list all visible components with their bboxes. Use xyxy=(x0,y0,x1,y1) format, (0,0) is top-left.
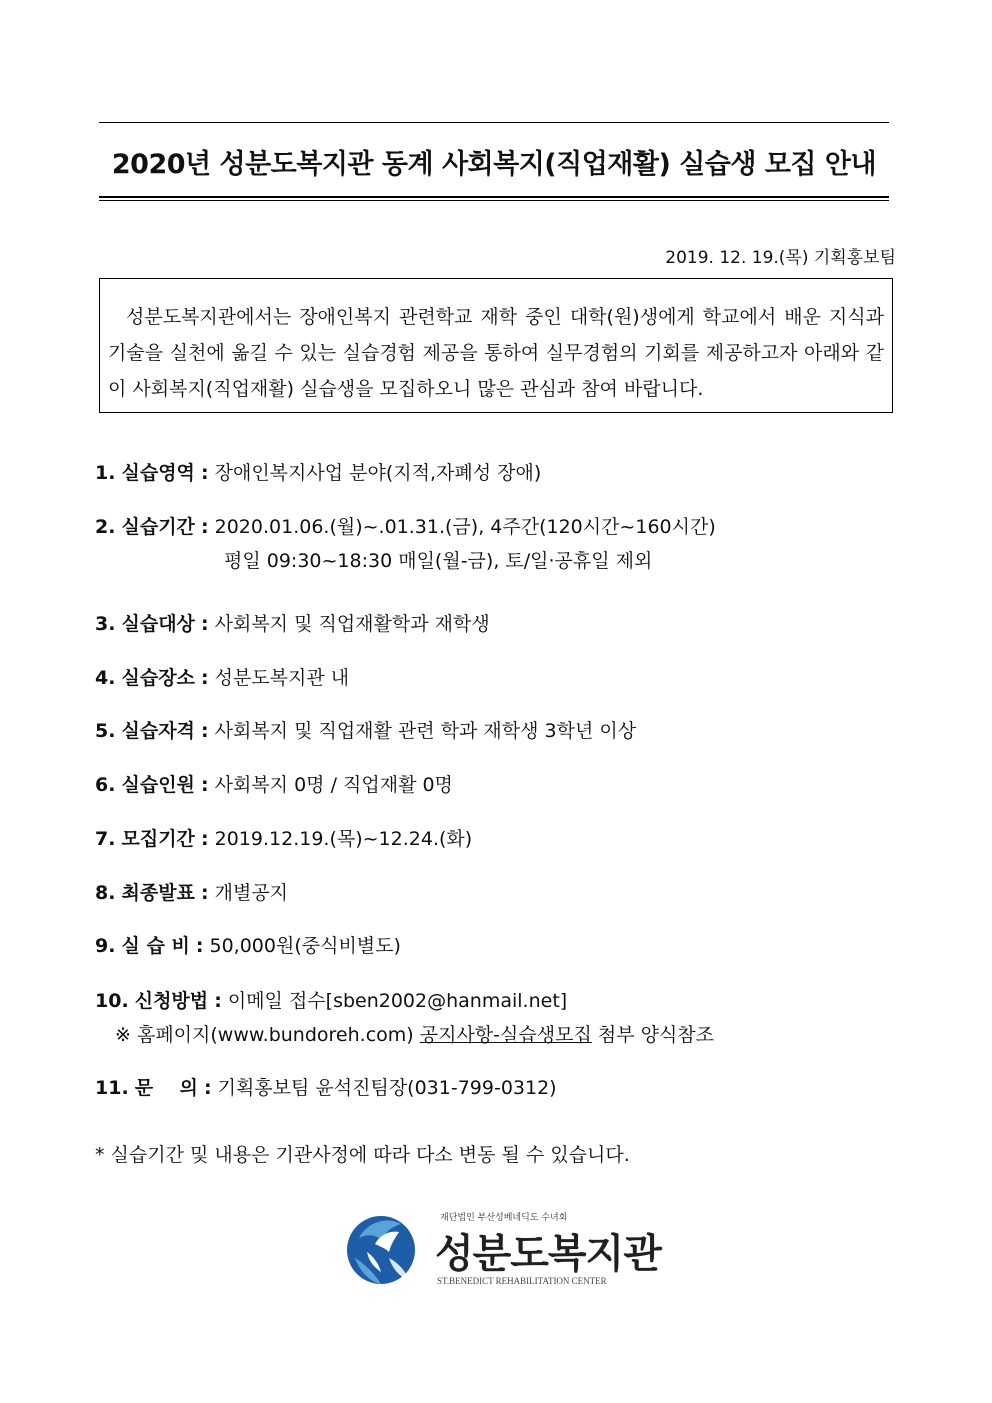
title-rule-bottom xyxy=(99,196,889,201)
item-label: 신청방법 xyxy=(134,990,209,1012)
item-colon: : xyxy=(214,990,222,1012)
item-label: 실습인원 xyxy=(121,774,195,796)
item-value: 기획홍보팀 윤석진팀장(031-799-0312) xyxy=(217,1077,557,1099)
item-colon: : xyxy=(203,1077,212,1099)
item-value: 사회복지 0명 / 직업재활 0명 xyxy=(214,774,453,796)
item-colon: : xyxy=(200,720,209,742)
item-area xyxy=(95,458,541,485)
item-number: 4. xyxy=(95,667,116,689)
item-colon: : xyxy=(200,516,209,538)
logo-english-text: ST.BENEDICT REHABILITATION CENTER xyxy=(437,1276,607,1286)
item-announcement xyxy=(95,878,288,905)
item-number: 8. xyxy=(95,882,116,904)
title-rule-top xyxy=(99,122,889,123)
logo-main-text: 성분도복지관 xyxy=(435,1231,661,1277)
item-label: 최종발표 xyxy=(121,882,195,904)
item-value: 사회복지 및 직업재활 관련 학과 재학생 3학년 이상 xyxy=(214,720,637,742)
item-number: 11. xyxy=(95,1077,129,1099)
item-number: 7. xyxy=(95,828,116,850)
item-number: 1. xyxy=(95,462,116,484)
item-label: 실 습 비 xyxy=(121,935,190,957)
item-place xyxy=(95,663,349,690)
item-qualification xyxy=(95,716,636,743)
item-value: 2019.12.19.(목)~12.24.(화) xyxy=(214,828,473,850)
intro-text: 성분도복지관에서는 장애인복지 관련학교 재학 중인 대학(원)생에게 학교에서 배운 지식과 기술을 실천에 옮길 수 있는 실습경험 제공을 통하여 실무경험의 기회를 제공하고자 아래와 같이 사회복지(직업재활) 실습생을 모집하오니 많은 관심과 참여 바랍니다. xyxy=(108,306,884,400)
apply-note-prefix: ※ 홈페이지(www.bundoreh.com) xyxy=(115,1024,414,1046)
item-colon: : xyxy=(200,828,209,850)
item-contact xyxy=(95,1073,557,1100)
item-apply-method xyxy=(95,986,567,1013)
item-period xyxy=(95,512,716,539)
item-recruit-period xyxy=(95,824,472,851)
item-number: 6. xyxy=(95,774,116,796)
item-value: 50,000원(중식비별도) xyxy=(209,935,401,957)
item-value: 2020.01.06.(월)~.01.31.(금), 4주간(120시간~160시간) xyxy=(214,516,716,538)
item-value: 장애인복지사업 분야(지적,자폐성 장애) xyxy=(214,462,542,484)
item-number: 3. xyxy=(95,613,116,635)
item-fee xyxy=(95,931,401,958)
item-value: 사회복지 및 직업재활학과 재학생 xyxy=(214,613,490,635)
item-headcount xyxy=(95,770,453,797)
item-label: 실습장소 xyxy=(121,667,195,689)
footnote: * 실습기간 및 내용은 기관사정에 따라 다소 변동 될 수 있습니다. xyxy=(95,1144,630,1166)
item-value: 성분도복지관 내 xyxy=(214,667,350,689)
page-title: 2020년 성분도복지관 동계 사회복지(직업재활) 실습생 모집 안내 xyxy=(111,149,877,180)
item-target xyxy=(95,609,490,636)
item-value: 개별공지 xyxy=(214,882,289,904)
item-number: 10. xyxy=(95,990,129,1012)
item-colon: : xyxy=(195,935,204,957)
item-number: 5. xyxy=(95,720,116,742)
organization-logo xyxy=(345,1208,661,1288)
apply-note-suffix: 첨부 양식참조 xyxy=(597,1024,715,1046)
item-colon: : xyxy=(200,774,209,796)
item-period-detail: 평일 09:30~18:30 매일(월-금), 토/일·공휴일 제외 xyxy=(224,550,653,572)
dove-hands-logo-icon xyxy=(345,1208,425,1288)
item-colon: : xyxy=(200,462,209,484)
item-value: 이메일 접수[sben2002@hanmail.net] xyxy=(227,990,568,1012)
item-colon: : xyxy=(200,667,209,689)
item-colon: : xyxy=(200,882,209,904)
item-number: 2. xyxy=(95,516,116,538)
logo-small-text: 재단법인 부산성베네딕도 수녀회 xyxy=(440,1213,568,1223)
item-label: 모집기간 xyxy=(121,828,195,850)
item-label: 실습기간 xyxy=(121,516,195,538)
item-colon: : xyxy=(200,613,209,635)
date-line: 2019. 12. 19.(목) 기획홍보팀 xyxy=(665,248,896,268)
item-label: 실습영역 xyxy=(121,462,195,484)
notice-link[interactable]: 공지사항-실습생모집 xyxy=(419,1024,592,1046)
item-label: 문 의 xyxy=(134,1077,198,1099)
item-label: 실습대상 xyxy=(121,613,195,635)
apply-note xyxy=(115,1020,714,1047)
item-number: 9. xyxy=(95,935,116,957)
intro-box xyxy=(99,278,893,413)
item-label: 실습자격 xyxy=(121,720,195,742)
